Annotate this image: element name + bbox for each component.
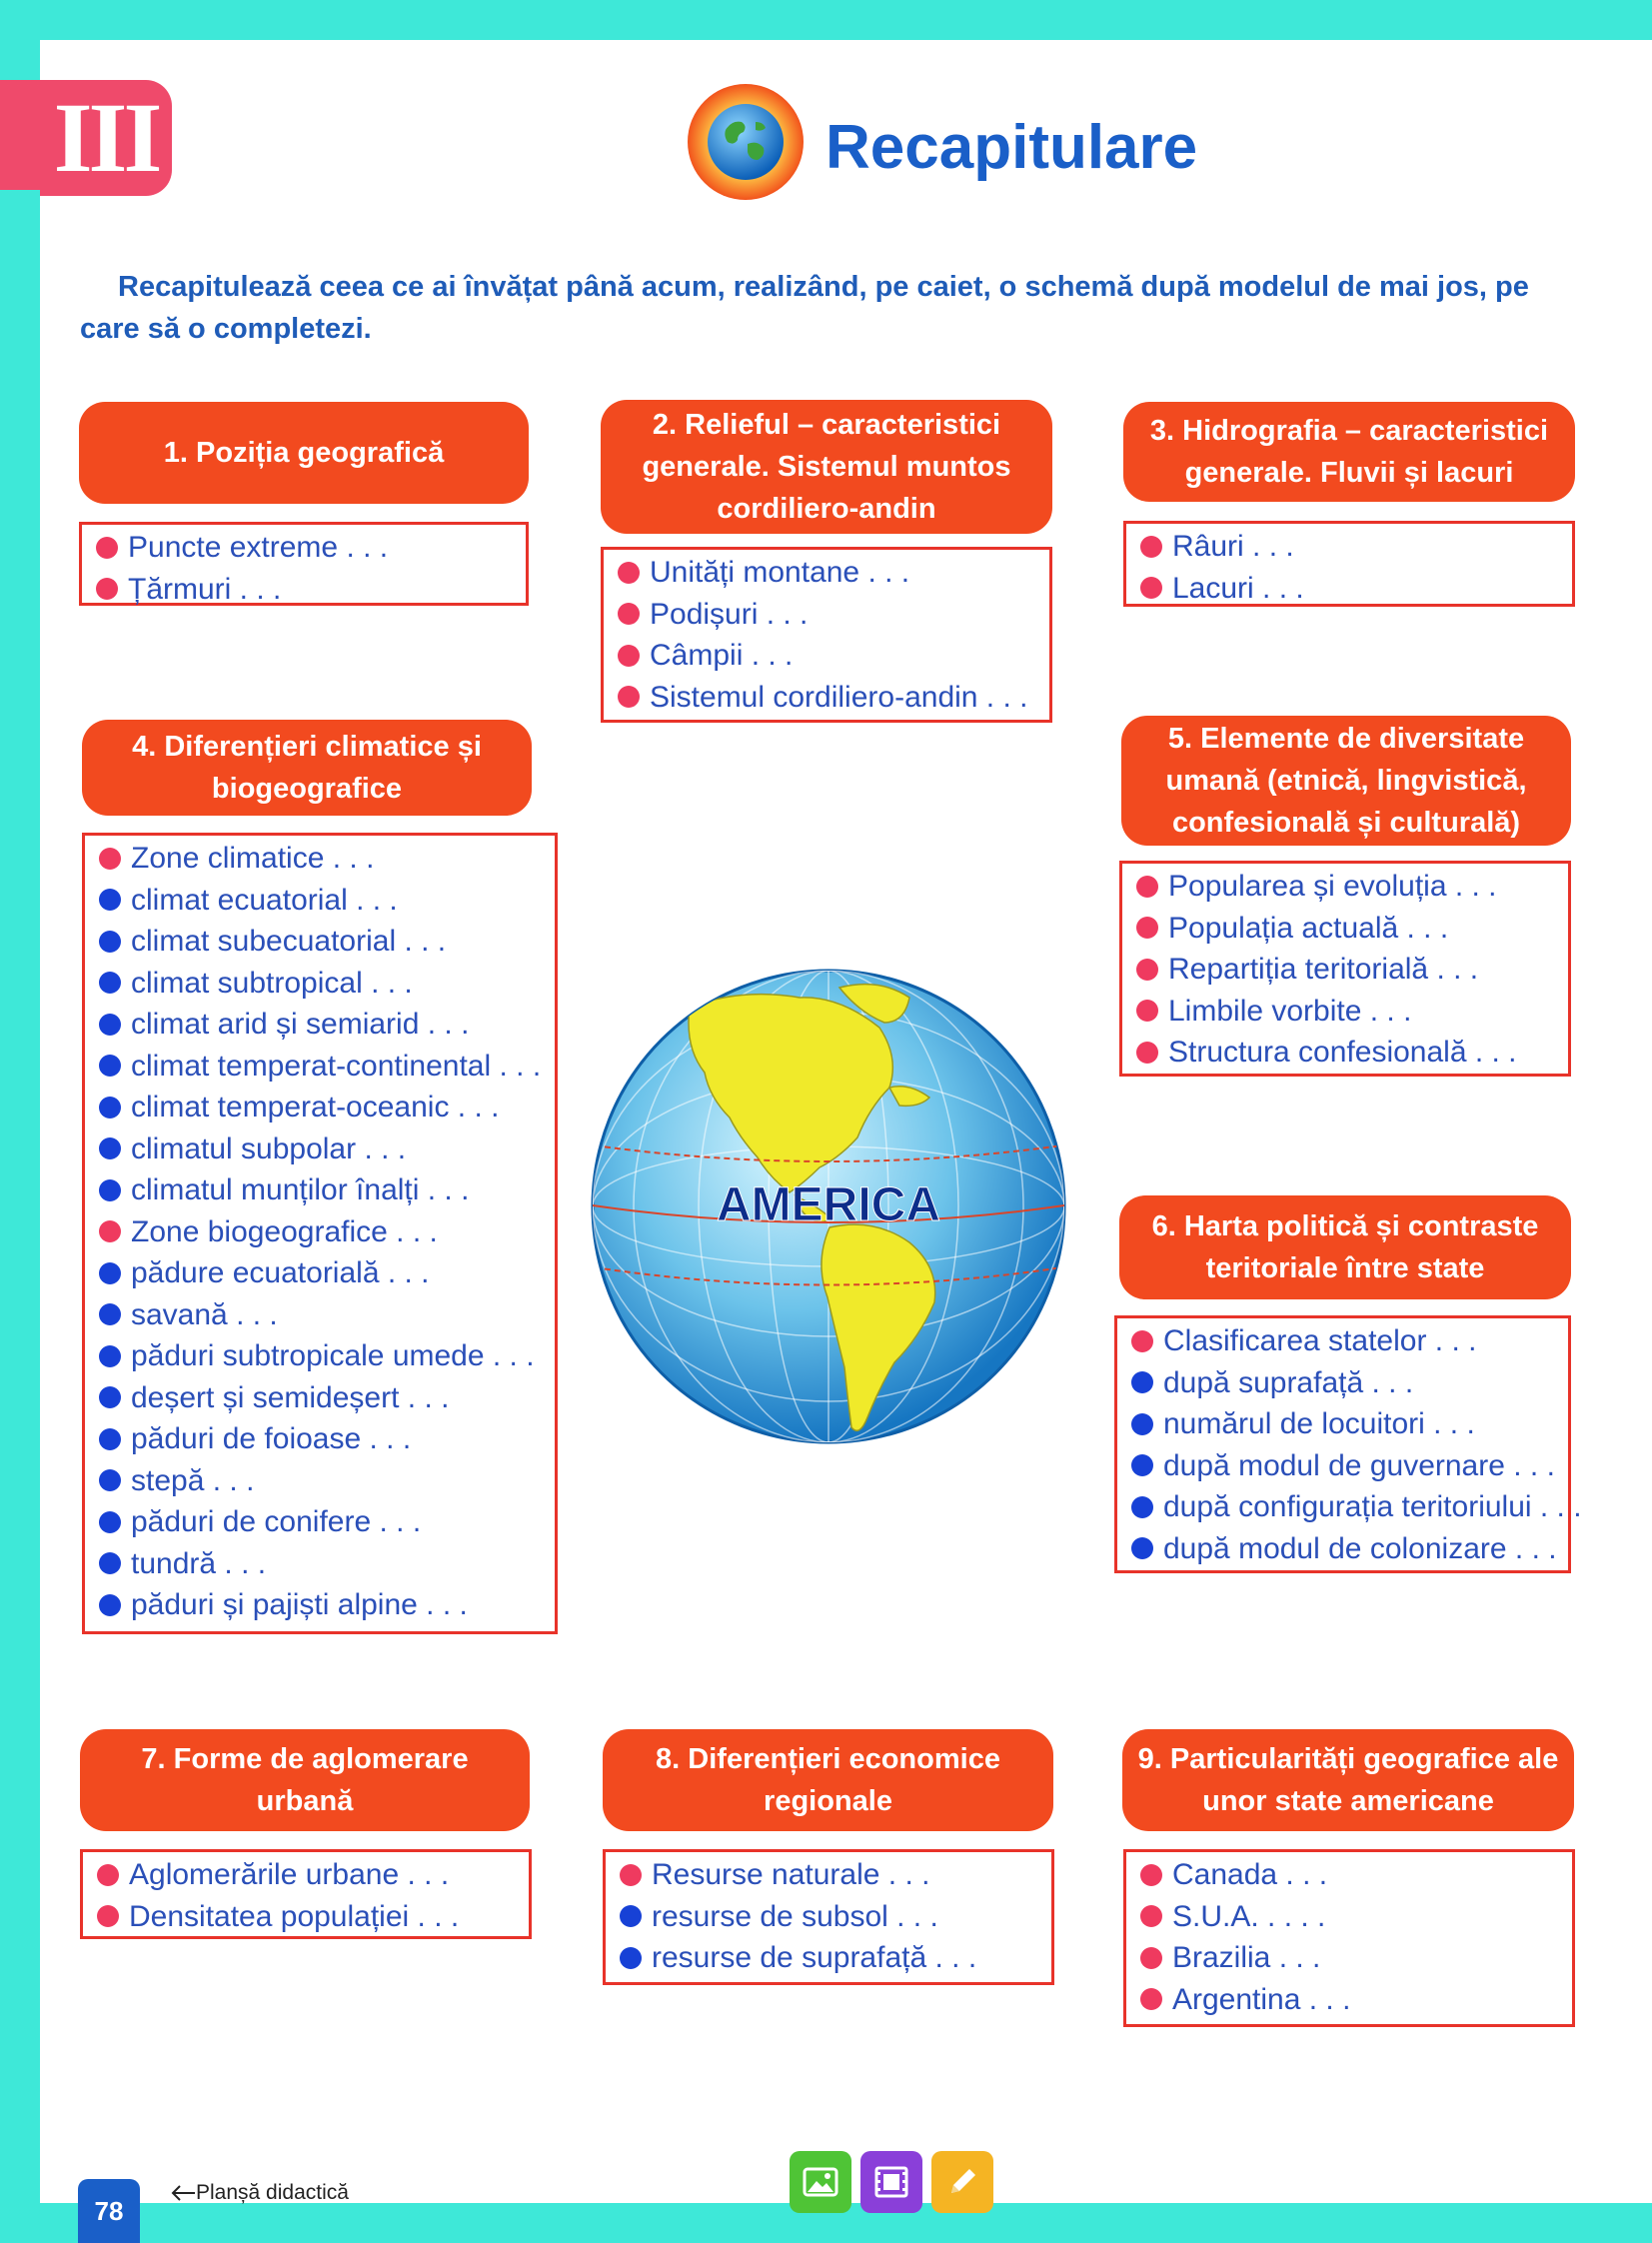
box-3-title: 3. Hidrografia – caracteristici generale. Fluvii și lacuri	[1123, 402, 1575, 502]
box-9-title: 9. Particularități geografice ale unor state americane	[1122, 1729, 1574, 1831]
list-item: Densitatea populației . . .	[97, 1896, 529, 1938]
list-item: Zone climatice . . .	[99, 838, 555, 880]
film-icon	[873, 2166, 909, 2198]
bullet-dot	[620, 1947, 642, 1969]
bullet-dot	[1140, 1988, 1162, 2010]
bullet-dot	[99, 1220, 121, 1242]
box-1-title: 1. Poziția geografică	[79, 402, 529, 504]
exercise-button[interactable]	[931, 2151, 993, 2213]
list-item: Sistemul cordiliero-andin . . .	[618, 677, 1049, 719]
list-item: numărul de locuitori . . .	[1131, 1403, 1568, 1445]
pencil-icon	[945, 2165, 979, 2199]
list-item: păduri de conifere . . .	[99, 1501, 555, 1543]
bullet-dot	[97, 1905, 119, 1927]
list-item: S.U.A. . . . .	[1140, 1896, 1572, 1938]
arrow-left-icon	[170, 2184, 196, 2202]
bullet-dot	[1140, 1864, 1162, 1886]
bullet-dot	[99, 1262, 121, 1284]
list-item: după configurația teritoriului . . .	[1131, 1486, 1568, 1528]
box-3-list	[1123, 521, 1575, 607]
bullet-dot	[99, 1345, 121, 1367]
list-item: Aglomerările urbane . . .	[97, 1854, 529, 1896]
bullet-dot	[1136, 1000, 1158, 1022]
page-number: 78	[78, 2179, 140, 2243]
bullet-dot	[1131, 1496, 1153, 1518]
list-item: savană . . .	[99, 1294, 555, 1336]
bullet-dot	[1140, 577, 1162, 599]
left-edge-marker	[0, 80, 40, 190]
bullet-dot	[1140, 1947, 1162, 1969]
bullet-dot	[1140, 1905, 1162, 1927]
list-item: climatul subpolar . . .	[99, 1128, 555, 1170]
box-4-title: 4. Diferențieri climatice și biogeografice	[82, 720, 532, 816]
list-item: deșert și semideșert . . .	[99, 1377, 555, 1419]
didactic-plate-label: Planșă didactică	[196, 2181, 349, 2204]
bullet-dot	[99, 1428, 121, 1450]
bullet-dot	[618, 603, 640, 625]
bullet-dot	[1136, 917, 1158, 939]
list-item: Podișuri . . .	[618, 594, 1049, 636]
box-5-list	[1119, 861, 1571, 1077]
list-item: Clasificarea statelor . . .	[1131, 1320, 1568, 1362]
bullet-dot	[1131, 1330, 1153, 1352]
bullet-dot	[99, 1137, 121, 1159]
list-item: păduri de foioase . . .	[99, 1418, 555, 1460]
list-item: stepă . . .	[99, 1460, 555, 1502]
intro-text: Recapitulează ceea ce ai învățat până acum, realizând, pe caiet, o schemă după modelul de mai jos, pe care să o completezi.	[80, 271, 1529, 345]
box-2-title: 2. Relieful – caracteristici generale. Sistemul muntos cordiliero-andin	[601, 400, 1052, 534]
box-2-list	[601, 547, 1052, 723]
list-item: Brazilia . . .	[1140, 1937, 1572, 1979]
video-button[interactable]	[860, 2151, 922, 2213]
list-item: climat ecuatorial . . .	[99, 880, 555, 922]
bullet-dot	[99, 1511, 121, 1533]
bullet-dot	[96, 578, 118, 600]
list-item: după modul de guvernare . . .	[1131, 1445, 1568, 1487]
bullet-dot	[99, 1014, 121, 1036]
list-item: climat arid și semiarid . . .	[99, 1004, 555, 1046]
bullet-dot	[1136, 1042, 1158, 1064]
list-item: după modul de colonizare . . .	[1131, 1528, 1568, 1570]
box-6-list	[1114, 1315, 1582, 1573]
bullet-dot	[99, 848, 121, 870]
list-item: Unități montane . . .	[618, 552, 1049, 594]
bullet-dot	[618, 686, 640, 708]
list-item: climatul munților înalți . . .	[99, 1169, 555, 1211]
box-1-list	[79, 522, 529, 606]
bullet-dot	[99, 931, 121, 953]
box-9-list	[1123, 1849, 1575, 2027]
box-7-list	[80, 1849, 532, 1939]
list-item: păduri și pajiști alpine . . .	[99, 1584, 555, 1626]
bullet-dot	[99, 1552, 121, 1574]
list-item: climat subecuatorial . . .	[99, 921, 555, 963]
america-globe	[590, 968, 1067, 1445]
box-8-title: 8. Diferențieri economice regionale	[603, 1729, 1053, 1831]
image-button[interactable]	[790, 2151, 851, 2213]
list-item: Populația actuală . . .	[1136, 908, 1568, 950]
box-8-list	[603, 1849, 1054, 1985]
bullet-dot	[1136, 959, 1158, 981]
bullet-dot	[99, 1179, 121, 1201]
list-item: tundră . . .	[99, 1543, 555, 1585]
page-title: Recapitulare	[826, 113, 1198, 182]
list-item: resurse de suprafață . . .	[620, 1937, 1051, 1979]
box-5-title: 5. Elemente de diversitate umană (etnică, lingvistică, confesională și culturală)	[1121, 716, 1571, 846]
list-item: Râuri . . .	[1140, 526, 1572, 568]
bullet-dot	[99, 1469, 121, 1491]
bullet-dot	[1140, 536, 1162, 558]
image-icon	[803, 2167, 838, 2197]
bullet-dot	[620, 1864, 642, 1886]
bullet-dot	[99, 1386, 121, 1408]
globe-label: AMERICA	[717, 1178, 940, 1231]
bullet-dot	[99, 972, 121, 994]
globe-icon	[686, 82, 806, 202]
list-item: Canada . . .	[1140, 1854, 1572, 1896]
bullet-dot	[1131, 1454, 1153, 1476]
list-item: climat temperat-oceanic . . .	[99, 1087, 555, 1128]
list-item: Câmpii . . .	[618, 635, 1049, 677]
list-item: Resurse naturale . . .	[620, 1854, 1051, 1896]
bullet-dot	[99, 1055, 121, 1077]
chapter-number: III	[40, 80, 172, 196]
bullet-dot	[1131, 1371, 1153, 1393]
didactic-plate-link[interactable]	[170, 2181, 349, 2205]
list-item: Limbile vorbite . . .	[1136, 991, 1568, 1033]
left-edge-bar	[0, 0, 40, 2243]
list-item: păduri subtropicale umede . . .	[99, 1335, 555, 1377]
list-item: resurse de subsol . . .	[620, 1896, 1051, 1938]
list-item: Țărmuri . . .	[96, 569, 526, 611]
list-item: Popularea și evoluția . . .	[1136, 866, 1568, 908]
box-6-title: 6. Harta politică și contraste teritoriale între state	[1119, 1195, 1571, 1299]
bullet-dot	[99, 1303, 121, 1325]
list-item: climat subtropical . . .	[99, 963, 555, 1005]
box-4-list	[82, 833, 558, 1634]
list-item: Repartiția teritorială . . .	[1136, 949, 1568, 991]
bullet-dot	[99, 889, 121, 911]
list-item: pădure ecuatorială . . .	[99, 1252, 555, 1294]
bullet-dot	[1136, 876, 1158, 898]
box-7-title: 7. Forme de aglomerare urbană	[80, 1729, 530, 1831]
bullet-dot	[620, 1905, 642, 1927]
bullet-dot	[1131, 1537, 1153, 1559]
list-item: Structura confesională . . .	[1136, 1032, 1568, 1074]
list-item: Zone biogeografice . . .	[99, 1211, 555, 1253]
bullet-dot	[96, 537, 118, 559]
bullet-dot	[1131, 1413, 1153, 1435]
bullet-dot	[99, 1594, 121, 1616]
list-item: Argentina . . .	[1140, 1979, 1572, 2021]
bullet-dot	[618, 645, 640, 667]
bullet-dot	[99, 1097, 121, 1119]
list-item: Lacuri . . .	[1140, 568, 1572, 610]
list-item: după suprafață . . .	[1131, 1362, 1568, 1404]
list-item: Puncte extreme . . .	[96, 527, 526, 569]
list-item: climat temperat-continental . . .	[99, 1046, 555, 1088]
bullet-dot	[97, 1864, 119, 1886]
bullet-dot	[618, 562, 640, 584]
